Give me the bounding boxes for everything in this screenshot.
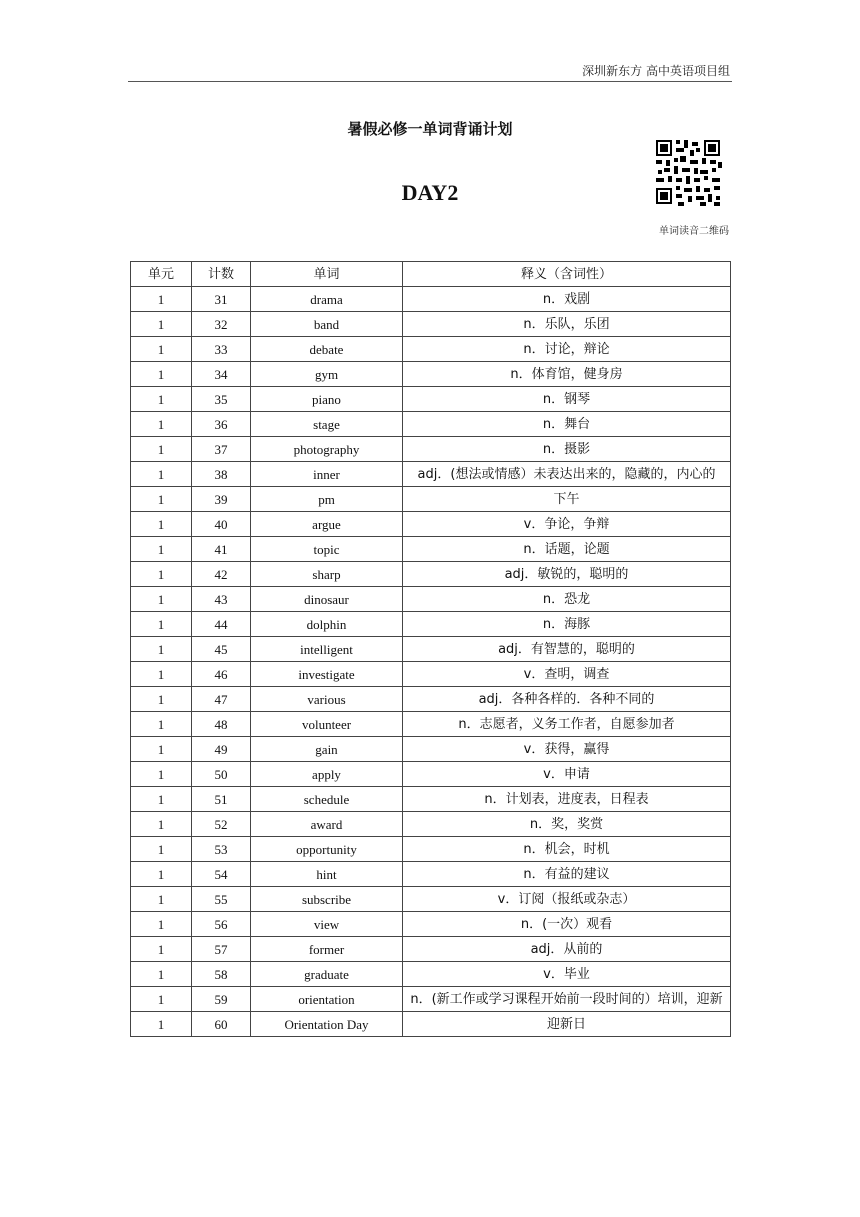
meaning-cell: adj．(想法或情感）未表达出来的，隐藏的，内心的 [403,462,731,487]
unit-cell: 1 [131,612,192,637]
word-cell: various [251,687,403,712]
meaning-cell: v．争论，争辩 [403,512,731,537]
table-row [131,812,731,837]
header-divider [128,81,732,82]
word-cell: opportunity [251,837,403,862]
table-row [131,762,731,787]
word-cell: piano [251,387,403,412]
unit-cell: 1 [131,462,192,487]
count-cell: 31 [192,287,251,312]
word-cell: pm [251,487,403,512]
word-cell: hint [251,862,403,887]
meaning-cell: 下午 [403,487,731,512]
meaning-cell: n．奖，奖赏 [403,812,731,837]
count-cell: 56 [192,912,251,937]
table-row [131,562,731,587]
table-row [131,487,731,512]
meaning-cell: adj．敏锐的，聪明的 [403,562,731,587]
meaning-cell: n．计划表，进度表，日程表 [403,787,731,812]
count-cell: 53 [192,837,251,862]
table-row [131,837,731,862]
count-cell: 58 [192,962,251,987]
unit-cell: 1 [131,362,192,387]
meaning-cell: n．海豚 [403,612,731,637]
word-cell: investigate [251,662,403,687]
table-row [131,512,731,537]
table-row [131,787,731,812]
word-cell: drama [251,287,403,312]
table-row [131,537,731,562]
table-row [131,387,731,412]
word-cell: gym [251,362,403,387]
count-cell: 32 [192,312,251,337]
word-cell: award [251,812,403,837]
unit-cell: 1 [131,987,192,1012]
meaning-cell: 迎新日 [403,1012,731,1037]
word-cell: graduate [251,962,403,987]
count-cell: 49 [192,737,251,762]
word-cell: intelligent [251,637,403,662]
word-cell: dinosaur [251,587,403,612]
meaning-cell: n．钢琴 [403,387,731,412]
table-row [131,462,731,487]
count-cell: 34 [192,362,251,387]
meaning-cell: v．订阅（报纸或杂志） [403,887,731,912]
vocabulary-table [130,261,731,1037]
unit-cell: 1 [131,437,192,462]
count-cell: 39 [192,487,251,512]
table-row [131,337,731,362]
count-cell: 59 [192,987,251,1012]
table-row [131,862,731,887]
vocabulary-rows [131,287,731,1037]
unit-cell: 1 [131,412,192,437]
count-cell: 54 [192,862,251,887]
count-cell: 55 [192,887,251,912]
table-header-row [131,262,731,287]
table-row [131,737,731,762]
table-row [131,287,731,312]
meaning-cell: n．讨论，辩论 [403,337,731,362]
unit-cell: 1 [131,787,192,812]
table-row [131,637,731,662]
word-cell: former [251,937,403,962]
meaning-cell: n．乐队，乐团 [403,312,731,337]
table-row [131,987,731,1012]
count-cell: 51 [192,787,251,812]
unit-cell: 1 [131,587,192,612]
count-cell: 45 [192,637,251,662]
word-cell: band [251,312,403,337]
unit-cell: 1 [131,912,192,937]
word-cell: stage [251,412,403,437]
count-cell: 37 [192,437,251,462]
count-cell: 52 [192,812,251,837]
word-cell: debate [251,337,403,362]
table-row [131,962,731,987]
table-row [131,362,731,387]
word-cell: volunteer [251,712,403,737]
count-cell: 46 [192,662,251,687]
count-cell: 48 [192,712,251,737]
meaning-cell: adj．从前的 [403,937,731,962]
unit-cell: 1 [131,537,192,562]
meaning-cell: n．体育馆，健身房 [403,362,731,387]
unit-cell: 1 [131,737,192,762]
word-cell: apply [251,762,403,787]
count-cell: 43 [192,587,251,612]
column-header-count: 计数 [192,262,251,287]
day-heading: DAY2 [401,180,459,205]
table-row [131,1012,731,1037]
unit-cell: 1 [131,637,192,662]
unit-cell: 1 [131,687,192,712]
meaning-cell: n．戏剧 [403,287,731,312]
meaning-cell: adj．有智慧的，聪明的 [403,637,731,662]
unit-cell: 1 [131,487,192,512]
unit-cell: 1 [131,762,192,787]
unit-cell: 1 [131,662,192,687]
unit-cell: 1 [131,962,192,987]
table-row [131,437,731,462]
table-row [131,662,731,687]
unit-cell: 1 [131,712,192,737]
word-cell: view [251,912,403,937]
count-cell: 40 [192,512,251,537]
table-row [131,937,731,962]
unit-cell: 1 [131,862,192,887]
unit-cell: 1 [131,312,192,337]
unit-cell: 1 [131,937,192,962]
count-cell: 60 [192,1012,251,1037]
meaning-cell: v．获得，赢得 [403,737,731,762]
unit-cell: 1 [131,812,192,837]
count-cell: 47 [192,687,251,712]
meaning-cell: n．机会，时机 [403,837,731,862]
meaning-cell: v．申请 [403,762,731,787]
meaning-cell: n．恐龙 [403,587,731,612]
qr-code-icon[interactable] [656,140,724,208]
word-cell: inner [251,462,403,487]
word-cell: schedule [251,787,403,812]
meaning-cell: v．毕业 [403,962,731,987]
meaning-cell: n．有益的建议 [403,862,731,887]
table-row [131,887,731,912]
count-cell: 50 [192,762,251,787]
unit-cell: 1 [131,287,192,312]
meaning-cell: n．话题，论题 [403,537,731,562]
table-row [131,712,731,737]
unit-cell: 1 [131,837,192,862]
organization-header: 深圳新东方 高中英语项目组 [582,64,730,78]
meaning-cell: adj．各种各样的．各种不同的 [403,687,731,712]
column-header-word: 单词 [251,262,403,287]
count-cell: 36 [192,412,251,437]
meaning-cell: n．(一次）观看 [403,912,731,937]
qr-caption: 单词读音二维码 [659,226,729,237]
word-cell: subscribe [251,887,403,912]
count-cell: 35 [192,387,251,412]
count-cell: 38 [192,462,251,487]
meaning-cell: v．查明，调查 [403,662,731,687]
column-header-unit: 单元 [131,262,192,287]
word-cell: sharp [251,562,403,587]
word-cell: orientation [251,987,403,1012]
word-cell: topic [251,537,403,562]
count-cell: 57 [192,937,251,962]
table-row [131,912,731,937]
table-row [131,687,731,712]
table-row [131,412,731,437]
word-cell: argue [251,512,403,537]
unit-cell: 1 [131,512,192,537]
meaning-cell: n．摄影 [403,437,731,462]
unit-cell: 1 [131,387,192,412]
unit-cell: 1 [131,1012,192,1037]
count-cell: 44 [192,612,251,637]
count-cell: 42 [192,562,251,587]
table-row [131,312,731,337]
word-cell: dolphin [251,612,403,637]
unit-cell: 1 [131,562,192,587]
meaning-cell: n．舞台 [403,412,731,437]
document-title: 暑假必修一单词背诵计划 [347,120,513,138]
word-cell: Orientation Day [251,1012,403,1037]
meaning-cell: n．志愿者，义务工作者，自愿参加者 [403,712,731,737]
unit-cell: 1 [131,887,192,912]
unit-cell: 1 [131,337,192,362]
column-header-meaning: 释义（含词性） [403,262,731,287]
count-cell: 33 [192,337,251,362]
meaning-cell: n．(新工作或学习课程开始前一段时间的）培训，迎新 [403,987,731,1012]
table-row [131,587,731,612]
word-cell: gain [251,737,403,762]
table-row [131,612,731,637]
word-cell: photography [251,437,403,462]
count-cell: 41 [192,537,251,562]
